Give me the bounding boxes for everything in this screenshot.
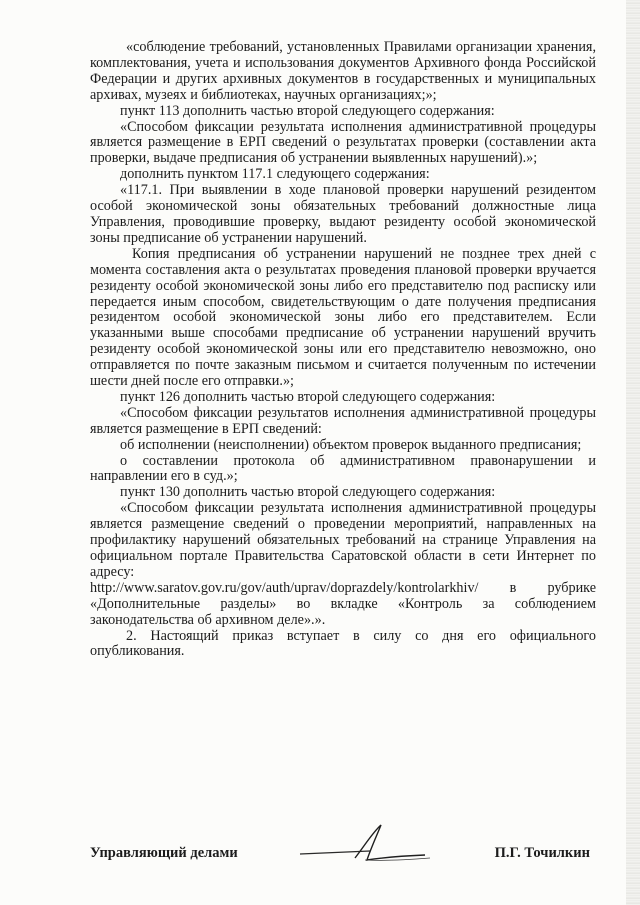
signer-name: П.Г. Точилкин [494,845,590,861]
paragraph-item-113-intro: пункт 113 дополнить частью второй следующего содержания: [120,102,495,119]
paragraph-item-117-intro: дополнить пунктом 117.1 следующего содержания: [120,166,430,183]
signature-block [90,845,590,875]
paragraph-order-effect: 2. Настоящий приказ вступает в силу со дня его официального опубликования. [90,627,596,660]
paragraph-item-130-intro: пункт 130 дополнить частью второй следующего содержания: [120,484,496,501]
paragraph-item-126-intro: пункт 126 дополнить частью второй следующего содержания: [120,388,496,405]
paragraph-item-126-protocol: о составлении протокола об административном правонарушении и направлении его в суд.»; [90,452,596,485]
scan-edge-artifact [626,0,640,905]
paragraph-item-130-text: «Способом фиксации результата исполнения административной процедуры является размещение сведений о проведении мероприятий, направленных на профилактику нарушений обязательных требований на странице Управления на официальном портале Правительства Саратовской области в сети Интернет по адресу: [90,500,596,580]
signer-role: Управляющий делами [90,845,238,861]
document-body [90,40,596,660]
paragraph-item-126-execution: об исполнении (неисполнении) объектом проверок выданного предписания; [120,436,582,453]
paragraph-url-rubric: http://www.saratov.gov.ru/gov/auth/uprav/doprazdely/kontrolarkhiv/ в рубрике «Дополнительные разделы» во вкладке «Контроль за соблюдением законодательства об архивном деле».». [90,579,596,628]
paragraph-item-117-1: «117.1. При выявлении в ходе плановой проверки нарушений резидентом особой экономической зоны обязательных требований должностные лица Управления, проводившие проверку, выдают резиденту особой экономической зоны предписание об устранении нарушений. [90,182,596,246]
paragraph-item-113-text: «Способом фиксации результата исполнения административной процедуры является размещение в ЕРП сведений о результатах проверки (составлении акта проверки, выдаче предписания об устранении выявленных нарушений).»; [90,118,596,167]
paragraph-item-126-text: «Способом фиксации результатов исполнения административной процедуры является размещение в ЕРП сведений: [90,404,596,437]
paragraph-archive-requirements: «соблюдение требований, установленных Правилами организации хранения, комплектования, учета и использования документов Архивного фонда Российской Федерации и других архивных документов в государственных и муниципальных архивах, музеях и библиотеках, научных организациях;»; [90,39,596,103]
paragraph-prescription-copy: Копия предписания об устранении нарушений не позднее трех дней с момента составления акта о результатах проведения плановой проверки вручается резиденту особой экономической зоны либо его представителю под расписку или передается иным способом, свидетельствующим о дате получения предписания резидентом особой экономической зоны либо его представителем. Если указанными выше способами предписание об устранении нарушений вручить резиденту особой экономической зоны или его представителю невозможно, оно отправляется по почте заказным письмом и считается полученным по истечении шести дней после его отправки.»; [90,245,596,390]
